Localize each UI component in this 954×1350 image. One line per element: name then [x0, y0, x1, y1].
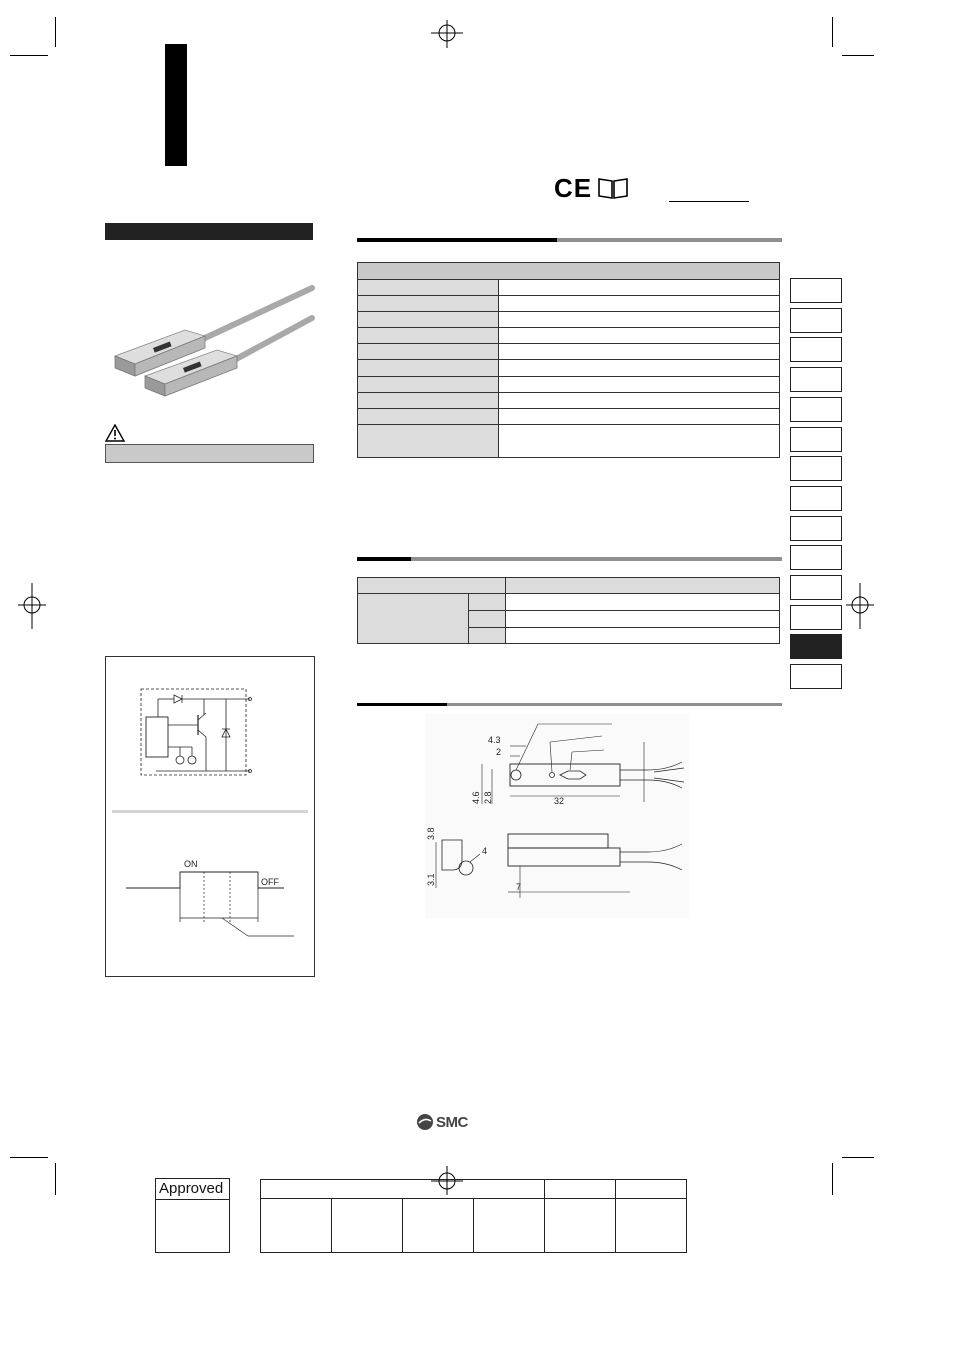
series-title-bar — [165, 44, 187, 166]
approval-box — [155, 1178, 230, 1253]
side-index-tab[interactable] — [790, 605, 842, 630]
spec-row-value — [499, 409, 780, 425]
specifications-rule — [357, 238, 557, 242]
lead-row-label — [469, 628, 506, 644]
registration-mark-left — [18, 583, 48, 631]
registration-mark-top — [425, 20, 469, 50]
spec-row-label — [358, 409, 499, 425]
dim-4-6: 4.6 — [471, 791, 481, 804]
product-photo — [105, 278, 317, 398]
side-index-tab[interactable] — [790, 308, 842, 333]
crop-mark — [832, 17, 833, 47]
precautions-header — [105, 444, 314, 463]
signoff-header — [261, 1180, 545, 1199]
side-index-tab[interactable] — [790, 664, 842, 689]
lead-row-label — [469, 594, 506, 611]
side-index-tab[interactable] — [790, 337, 842, 362]
dimensions-rule-gray — [447, 703, 782, 706]
side-index-tab[interactable] — [790, 516, 842, 541]
specifications-table — [357, 262, 780, 458]
on-label: ON — [184, 859, 198, 869]
spec-row-label — [358, 425, 499, 458]
side-index-tab[interactable] — [790, 367, 842, 392]
product-header — [105, 223, 313, 240]
spec-row-value — [499, 296, 780, 312]
side-index-tab[interactable] — [790, 575, 842, 600]
side-index-tab[interactable] — [790, 486, 842, 511]
signoff-cell[interactable] — [332, 1199, 403, 1253]
signoff-cell[interactable] — [616, 1199, 687, 1253]
timing-chart — [124, 852, 304, 942]
spec-row-label — [358, 344, 499, 360]
side-index-tab[interactable] — [790, 545, 842, 570]
spec-row-value — [499, 344, 780, 360]
spec-row-value — [499, 393, 780, 409]
crop-mark — [832, 1163, 833, 1195]
crop-mark — [10, 55, 48, 56]
spec-row-label — [358, 280, 499, 296]
specifications-rule-gray — [557, 238, 782, 242]
signoff-header — [545, 1180, 616, 1199]
spec-row-value — [499, 360, 780, 377]
lead-wire-rule-gray — [411, 557, 782, 561]
signoff-header — [616, 1180, 687, 1199]
lead-wire-table — [357, 577, 780, 644]
signoff-table — [260, 1179, 687, 1253]
signoff-cell[interactable] — [545, 1199, 616, 1253]
off-label: OFF — [261, 877, 279, 887]
crop-mark — [842, 1157, 874, 1158]
spec-row-value — [499, 312, 780, 328]
dim-7: 7 — [516, 882, 522, 892]
side-index-tab[interactable] — [790, 456, 842, 481]
crop-mark — [55, 17, 56, 47]
dim-2: 2 — [496, 747, 502, 757]
spec-row-label — [358, 312, 499, 328]
spec-row-value — [499, 280, 780, 296]
side-index-tab[interactable] — [790, 397, 842, 422]
side-index-tab[interactable] — [790, 427, 842, 452]
lead-row-value — [506, 628, 780, 644]
dim-3-1: 3.1 — [426, 873, 436, 886]
lead-header-right — [506, 578, 780, 594]
ce-mark-text: CE — [554, 175, 593, 201]
lead-wire-rule — [357, 557, 411, 561]
dim-4-3: 4.3 — [488, 735, 501, 745]
lead-row-value — [506, 611, 780, 628]
crop-mark — [842, 55, 874, 56]
dim-3-8: 3.8 — [426, 827, 436, 840]
spec-row-label — [358, 393, 499, 409]
crop-mark — [10, 1157, 48, 1158]
spec-row-label — [358, 360, 499, 377]
side-index-tab[interactable] — [790, 634, 842, 659]
spec-row-label — [358, 328, 499, 344]
signoff-cell[interactable] — [261, 1199, 332, 1253]
approved-label: Approved — [156, 1179, 229, 1200]
smc-logo — [416, 1111, 468, 1133]
circuit-diagram-box — [105, 656, 315, 977]
dimensions-rule — [357, 703, 447, 706]
box-divider — [112, 810, 308, 813]
side-index-tab[interactable] — [790, 278, 842, 303]
dim-32: 32 — [554, 796, 565, 806]
spec-row-label — [358, 296, 499, 312]
spec-row-label — [358, 377, 499, 393]
model-underline — [669, 201, 749, 202]
dim-4: 4 — [482, 846, 488, 856]
warning-icon — [105, 424, 125, 442]
dimension-drawing — [422, 712, 692, 920]
lead-header-left — [358, 578, 506, 594]
spec-row-value — [499, 377, 780, 393]
ce-mark — [554, 175, 596, 201]
lead-row-value — [506, 594, 780, 611]
lead-row-group — [358, 594, 469, 644]
smc-swoosh-icon — [416, 1113, 434, 1131]
dim-2-8: 2.8 — [483, 791, 493, 804]
book-icon — [597, 176, 629, 200]
lead-row-label — [469, 611, 506, 628]
internal-circuit — [136, 685, 266, 780]
crop-mark — [55, 1163, 56, 1195]
smc-logo-text: SMC — [436, 1113, 468, 1131]
signoff-cell[interactable] — [403, 1199, 474, 1253]
spec-row-value — [499, 328, 780, 344]
spec-row-value — [499, 425, 780, 458]
signoff-cell[interactable] — [474, 1199, 545, 1253]
registration-mark-right — [846, 583, 876, 631]
spec-header-row — [358, 263, 780, 280]
